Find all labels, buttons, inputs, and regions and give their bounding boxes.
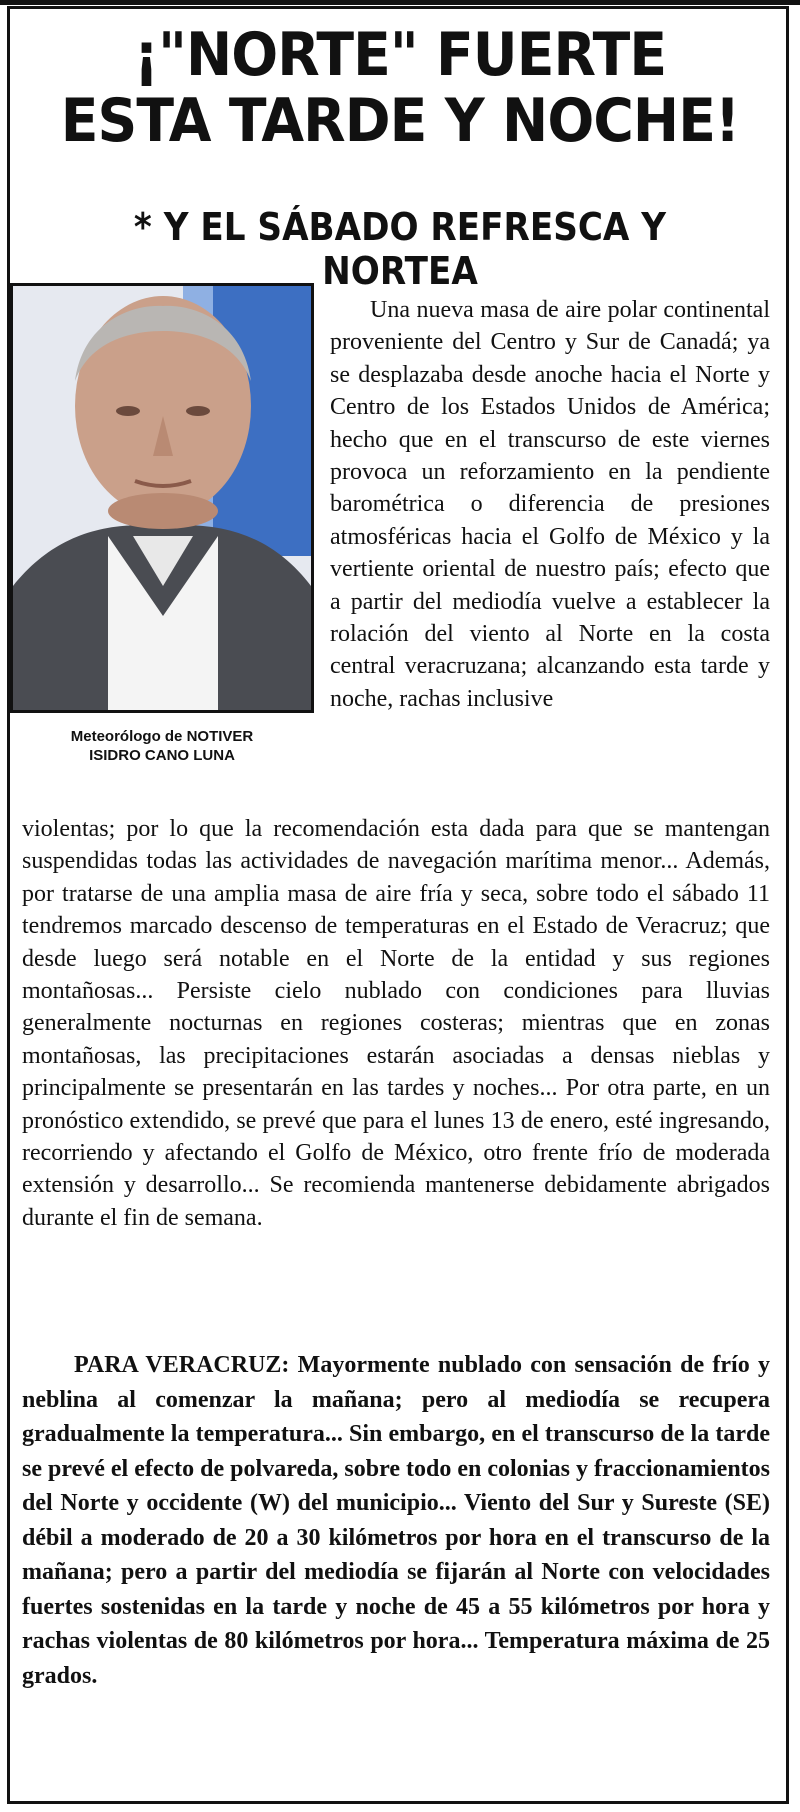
forecast-paragraph: PARA VERACRUZ: Mayormente nublado con sensación de frío y neblina al comenzar la mañana; pero al mediodía se recupera gradualmente la temperatura... Sin embargo, en el transcurso de la tarde se prevé el efecto de polvareda, sobre todo en colonias y fraccionamientos del Norte y occidente (W) del municipio... Viento del Sur y Sureste (SE) débil a moderado de 20 a 30 kilómetros por hora en el transcurso de la mañana; pero a partir del mediodía se fijarán al Norte con velocidades fuertes sostenidas en la tarde y noche de 45 a 55 kilómetros por hora y rachas violentas de 80 kilómetros por hora... Temperatura máxima de 25 grados. [22, 1352, 770, 1689]
forecast-section [22, 1348, 770, 1693]
top-rule [0, 0, 800, 5]
author-photo [10, 283, 314, 713]
body-column-full [22, 813, 770, 1234]
body-paragraph-intro: Una nueva masa de aire polar continental proveniente del Centro y Sur de Canadá; ya se desplazaba desde anoche hacia el Norte y Centro de los Estados Unidos de América; hecho que en el transcurso de este viernes provoca un reforzamiento en la pendiente barométrica o diferencia de presiones atmosféricas hacia el Golfo de México y la vertiente oriental de nuestro país; efecto que a partir del mediodía vuelve a establecer la rolación del viento al Norte en la costa central veracruzana; alcanzando esta tarde y noche, rachas inclusive [330, 297, 770, 712]
caption-line-1: Meteorólogo de NOTIVER [70, 728, 254, 745]
body-paragraph-continued: violentas; por lo que la recomendación esta dada para que se mantengan suspendidas todas las actividades de navegación marítima menor... Además, por tratarse de una amplia masa de aire fría y seca, sobre todo el sábado 11 tendremos marcado descenso de temperaturas en el Estado de Veracruz; que desde luego será notable en el Norte de la entidad y sus regiones montañosas... Persiste cielo nublado con condiciones para lluvias generalmente nocturnas en regiones costeras; mientras que en zonas montañosas, las precipitaciones estarán asociadas a densas nieblas y principalmente se presentarán en las tardes y noches... Por otra parte, en un pronóstico extendido, se prevé que para el lunes 13 de enero, esté ingresando, recorriendo y afectando el Golfo de México, otro frente frío de moderada extensión y desarrollo... Se recomienda mantenerse debidamente abrigados durante el fin de semana. [22, 816, 770, 1231]
photo-caption [10, 727, 314, 765]
caption-line-2: ISIDRO CANO LUNA [89, 747, 235, 764]
portrait-photo-icon [13, 286, 311, 710]
subheadline: * Y EL SÁBADO REFRESCA Y NORTEA [133, 205, 667, 293]
body-column-right [330, 294, 770, 715]
headline: ¡"NORTE" FUERTE ESTA TARDE Y NOCHE! [60, 20, 740, 156]
